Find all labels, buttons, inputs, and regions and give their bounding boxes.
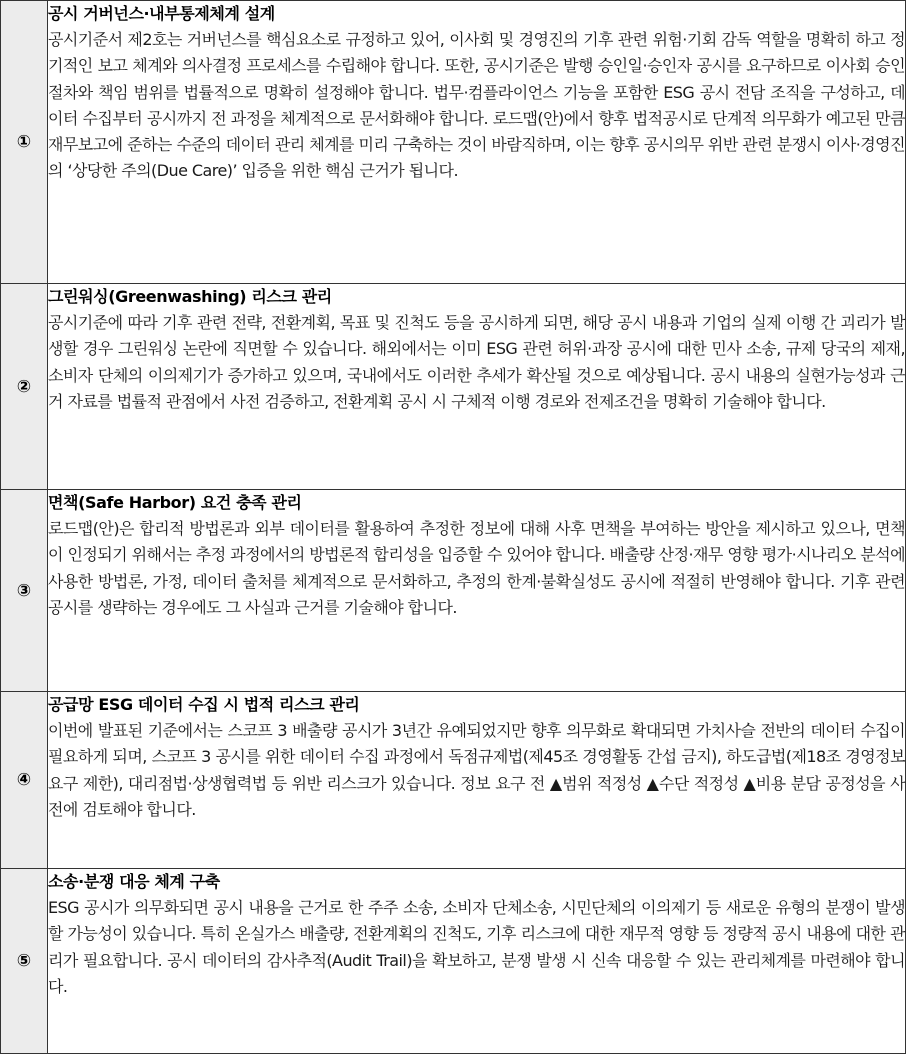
row-body: ESG 공시가 의무화되면 공시 내용을 근거로 한 주주 소송, 소비자 단체소송, 시민단체의 이의제기 등 새로운 유형의 분쟁이 발생할 가능성이 있습니다. 특히 온실가스 배출량, 전환계획의 진척도, 기후 리스크에 대한 재무적 영향 등 정량적 공시 내용에 대한 관리가 필요합니다. 공시 데이터의 감사추적(Audit Trail)을 확보하고, 분쟁 발생 시 신속 대응할 수 있는 관리체계를 마련해야 합니다. — [48, 898, 905, 996]
row-content — [48, 284, 906, 490]
row-content — [48, 490, 906, 692]
row-body: 공시기준서 제2호는 거버넌스를 핵심요소로 규정하고 있어, 이사회 및 경영진의 기후 관련 위험·기회 감독 역할을 명확히 하고 정기적인 보고 체계와 의사결정 프로세스를 수립해야 합니다. 또한, 공시기준은 발행 승인일·승인자 공시를 요구하므로 이사회 승인 절차와 책임 범위를 법률적으로 명확히 설정해야 합니다. 법무·컴플라이언스 기능을 포함한 ESG 공시 전담 조직을 구성하고, 데이터 수집부터 공시까지 전 과정을 체계적으로 문서화해야 합니다. 로드맵(안)에서 향후 법적공시로 단계적 의무화가 예고된 만큼 재무보고에 준하는 수준의 데이터 관리 체계를 미리 구축하는 것이 바람직하며, 이는 향후 공시의무 위반 관련 분쟁시 이사·경영진의 ‘상당한 주의(Due Care)’ 입증을 위한 핵심 근거가 됩니다. — [48, 30, 905, 181]
row-content — [48, 692, 906, 869]
row-number: ⑤ — [1, 869, 48, 1054]
table-row — [1, 284, 906, 490]
row-number: ② — [1, 284, 48, 490]
row-number: ① — [1, 1, 48, 284]
table-row — [1, 490, 906, 692]
row-title: 공시 거버넌스·내부통제체계 설계 — [48, 4, 275, 23]
row-title: 소송·분쟁 대응 체계 구축 — [48, 872, 220, 891]
row-number: ④ — [1, 692, 48, 869]
row-number: ③ — [1, 490, 48, 692]
row-body: 공시기준에 따라 기후 관련 전략, 전환계획, 목표 및 진척도 등을 공시하게 되면, 해당 공시 내용과 기업의 실제 이행 간 괴리가 발생할 경우 그린워싱 논란에 직면할 수 있습니다. 해외에서는 이미 ESG 관련 허위·과장 공시에 대한 민사 소송, 규제 당국의 제재, 소비자 단체의 이의제기가 증가하고 있으며, 국내에서도 이러한 추세가 확산될 것으로 예상됩니다. 공시 내용의 실현가능성과 근거 자료를 법률적 관점에서 사전 검증하고, 전환계획 공시 시 구체적 이행 경로와 전제조건을 명확히 기술해야 합니다. — [48, 313, 905, 411]
row-content — [48, 1, 906, 284]
row-body: 이번에 발표된 기준에서는 스코프 3 배출량 공시가 3년간 유예되었지만 향후 의무화로 확대되면 가치사슬 전반의 데이터 수집이 필요하게 되며, 스코프 3 공시를 위한 데이터 수집 과정에서 독점규제법(제45조 경영활동 간섭 금지), 하도급법(제18조 경영정보 요구 제한), 대리점법·상생협력법 등 위반 리스크가 있습니다. 정보 요구 전 ▲범위 적정성 ▲수단 적정성 ▲비용 분담 공정성을 사전에 검토해야 합니다. — [48, 721, 905, 819]
table-row — [1, 692, 906, 869]
row-title: 면책(Safe Harbor) 요건 충족 관리 — [48, 493, 302, 512]
row-content — [48, 869, 906, 1054]
table-row — [1, 1, 906, 284]
row-title: 공급망 ESG 데이터 수집 시 법적 리스크 관리 — [48, 695, 360, 714]
row-body: 로드맵(안)은 합리적 방법론과 외부 데이터를 활용하여 추정한 정보에 대해 사후 면책을 부여하는 방안을 제시하고 있으나, 면책이 인정되기 위해서는 추정 과정에서의 방법론적 합리성을 입증할 수 있어야 합니다. 배출량 산정·재무 영향 평가·시나리오 분석에 사용한 방법론, 가정, 데이터 출처를 체계적으로 문서화하고, 추정의 한계·불확실성도 공시에 적절히 반영해야 합니다. 기후 관련 공시를 생략하는 경우에도 그 사실과 근거를 기술해야 합니다. — [48, 519, 905, 617]
row-title: 그린워싱(Greenwashing) 리스크 관리 — [48, 287, 332, 306]
table-row — [1, 869, 906, 1054]
